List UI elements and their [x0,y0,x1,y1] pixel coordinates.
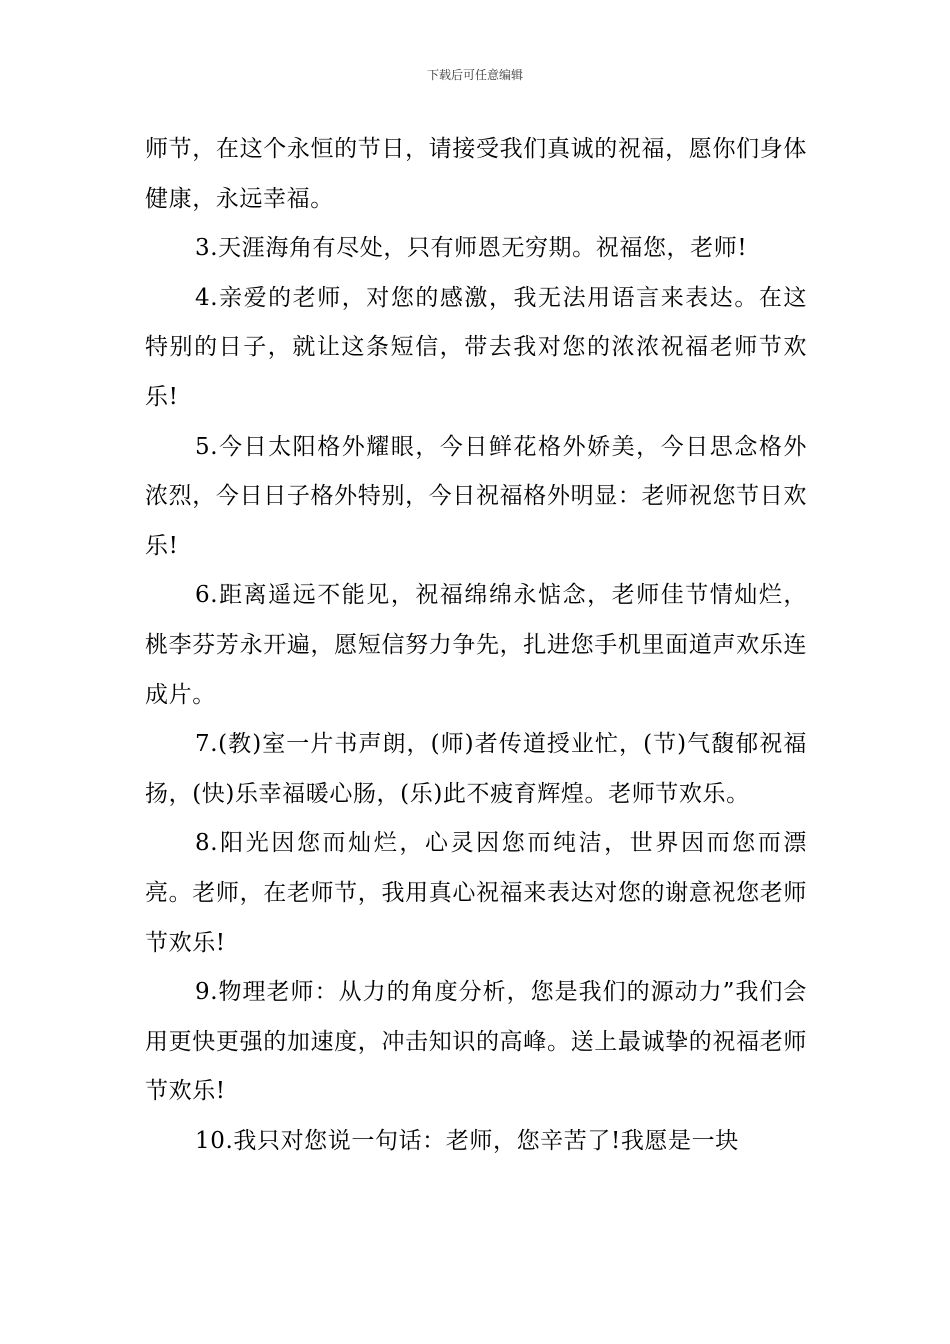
paragraph-2: 3.天涯海角有尽处，只有师恩无穷期。祝福您，老师! [195,235,748,262]
paragraph-1: 师节，在这个永恒的节日，请接受我们真诚的祝福，愿你们身体健康，永远幸福。 [145,136,807,212]
page-header-note: 下载后可任意编辑 [426,68,523,82]
paragraph-7: 8.阳光因您而灿烂，心灵因您而纯洁，世界因而您而漂亮。老师，在老师节，我用真心祝福来表达对您的谢意祝您老师节欢乐! [145,830,807,956]
paragraph-3: 4.亲爱的老师，对您的感激，我无法用语言来表达。在这特别的日子，就让这条短信，带去我对您的浓浓祝福老师节欢乐! [145,284,807,410]
paragraph-9: 10.我只对您说一句话：老师，您辛苦了!我愿是一块 [195,1127,739,1154]
paragraph-4: 5.今日太阳格外耀眼，今日鲜花格外娇美，今日思念格外浓烈，今日日子格外特别，今日祝福格外明显：老师祝您节日欢乐! [145,433,807,559]
paragraph-5: 6.距离遥远不能见，祝福绵绵永惦念，老师佳节情灿烂，桃李芬芳永开遍，愿短信努力争先，扎进您手机里面道声欢乐连成片。 [145,582,807,708]
paragraph-6: 7.(教)室一片书声朗，(师)者传道授业忙，(节)气馥郁祝福扬，(快)乐幸福暖心肠，(乐)此不疲育辉煌。老师节欢乐。 [145,731,807,807]
document-body [145,125,807,1166]
paragraph-8: 9.物理老师：从力的角度分析，您是我们的源动力”我们会用更快更强的加速度，冲击知识的高峰。送上最诚挚的祝福老师节欢乐! [145,979,807,1105]
